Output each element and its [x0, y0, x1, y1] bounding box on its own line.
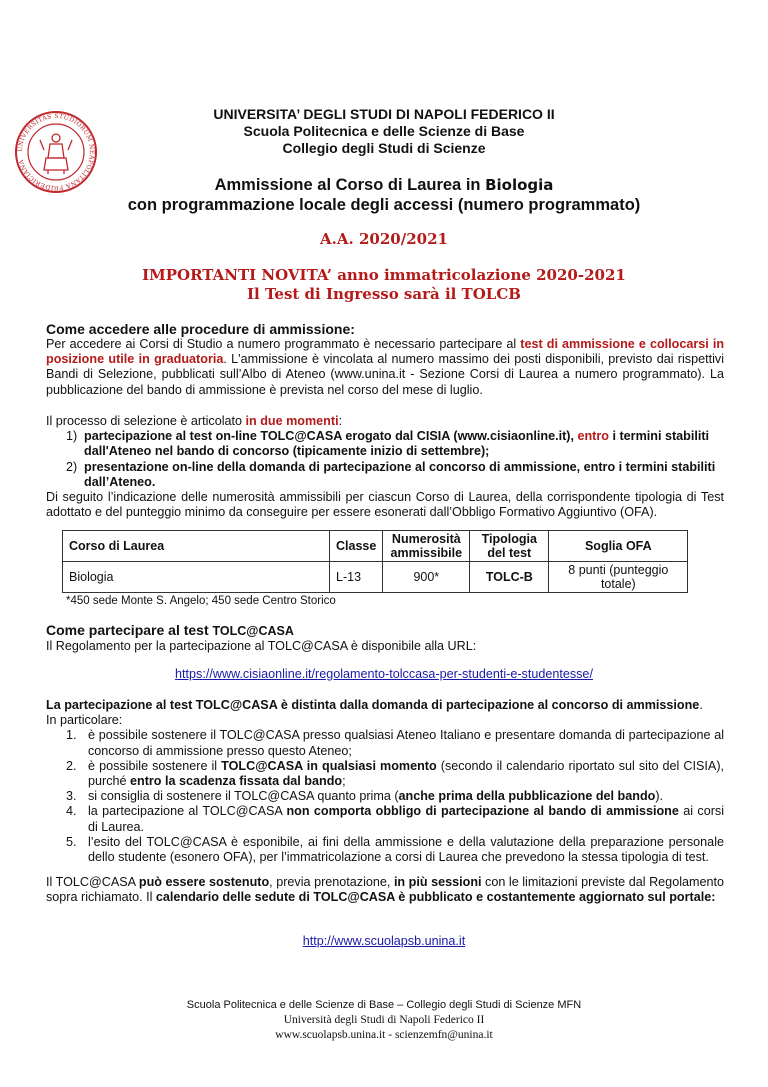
cell-number: 900*: [383, 562, 470, 593]
list-item: [80, 804, 724, 834]
section-participation: [46, 622, 724, 654]
list-item: 1. è possibile sostenere il TOLC@CASA presso qualsiasi Ateneo Italiano e presentare domanda di partecipazione al concorso di ammissione presso questo Ateneo;: [80, 728, 724, 758]
svg-text:UNIVERSITAS STUDIORUM NEAPOLIT: UNIVERSITAS STUDIORUM NEAPOLITANA FRIDERICIANA: [16, 112, 96, 192]
list-item: [80, 759, 724, 789]
cell-test-type: TOLC-B: [470, 562, 549, 593]
text-run: la partecipazione al TOLC@CASA: [88, 804, 287, 819]
table-row: [63, 562, 688, 593]
step-text: presentazione on-line della domanda di partecipazione al concorso di ammissione, entro i termini stabiliti dall’Ateneo.: [84, 459, 716, 489]
text-run: .: [699, 698, 703, 712]
news-line2: Il Test di Ingresso sarà il TOLCB: [247, 285, 521, 303]
section-access-heading: Come accedere alle procedure di ammissione:: [46, 321, 355, 337]
text-run: :: [338, 414, 343, 428]
highlight-text: entro: [577, 429, 609, 444]
text-run: Come partecipare al test: [46, 622, 213, 638]
portal-url-row: [0, 934, 768, 948]
section-access: [46, 321, 724, 398]
step-number: 2): [66, 459, 78, 474]
process-step-1: [46, 429, 724, 459]
admission-title: [0, 175, 768, 215]
title-line1: [0, 175, 768, 195]
regulation-url-row: [0, 667, 768, 681]
text-run: i termini stabiliti dall'Ateneo nel bando di concorso (tipicamente inizio di settembre);: [84, 429, 710, 459]
college-name: Collegio degli Studi di Scienze: [282, 140, 486, 156]
process-step-2: [46, 460, 724, 490]
title-course: Biologia: [485, 176, 554, 194]
text-run: , previa prenotazione,: [269, 875, 394, 889]
regulation-link[interactable]: https://www.cisiaonline.it/regolamento-tolccasa-per-studenti-e-studentesse/: [175, 667, 593, 681]
news-banner: [0, 266, 768, 304]
text-run: TOLC@CASA in qualsiasi momento: [221, 758, 437, 773]
text-run: può essere sostenuto: [138, 875, 270, 889]
text-run: entro la scadenza fissata dal bando: [130, 774, 343, 789]
details-list: [46, 728, 724, 865]
highlight-text: test di ammissione e collocarsi in posizione utile in graduatoria: [46, 337, 725, 367]
text-run: in più sessioni: [393, 875, 482, 889]
title-prefix: Ammissione al Corso di Laurea in: [214, 176, 486, 194]
page-footer: [0, 998, 768, 1043]
footer-line1: Scuola Politecnica e delle Scienze di Base – Collegio degli Studi di Scienze MFN: [186, 999, 582, 1011]
selection-intro: [46, 414, 724, 429]
text-run: ;: [342, 774, 346, 789]
section-participation-heading: [46, 622, 724, 639]
text-run: Per accedere ai Corsi di Studio a numero programmato è necessario partecipare al: [46, 337, 521, 351]
participation-details: [46, 698, 724, 865]
text-run: non comporta obbligo di partecipazione al bando di ammissione: [286, 804, 679, 819]
text-run: è possibile sostenere il: [88, 758, 222, 773]
portal-link[interactable]: http://www.scuolapsb.unina.it: [302, 934, 466, 948]
table-header-row: [63, 531, 688, 562]
distinct-note: [46, 698, 724, 713]
list-item: [80, 789, 724, 804]
ofa-table-wrapper: [62, 530, 688, 607]
text-run: TOLC@CASA: [212, 624, 294, 638]
ofa-table: [62, 530, 688, 593]
table-footnote: *450 sede Monte S. Angelo; 450 sede Centro Storico: [66, 595, 336, 607]
footer-line3: www.scuolapsb.unina.it - scienzemfn@unina.it: [275, 1029, 493, 1041]
text-run: Il TOLC@CASA: [46, 875, 139, 889]
academic-year: A.A. 2020/2021: [320, 230, 448, 248]
in-particular: In particolare:: [46, 713, 123, 728]
news-line1: IMPORTANTI NOVITA’ anno immatricolazione 2020-2021: [142, 266, 626, 284]
footer-line2: Università degli Studi di Napoli Federico II: [283, 1014, 485, 1026]
text-run: calendario delle sedute di TOLC@CASA è pubblicato e costantemente aggiornato sul portale:: [155, 890, 716, 905]
text-run: Il processo di selezione è articolato: [46, 414, 246, 428]
list-item: 5. l’esito del TOLC@CASA è esponibile, ai fini della ammissione e della valutazione della preparazione personale dello studente (esonero OFA), per l’immatricolazione a corsi di Laurea che prevedono la stessa tipologia di test.: [80, 835, 724, 865]
regulation-intro: Il Regolamento per la partecipazione al TOLC@CASA è disponibile alla URL:: [46, 639, 477, 653]
cell-ofa: 8 punti (punteggio totale): [549, 562, 688, 593]
text-run: con le limitazioni previste dal Regolamento sopra richiamato. Il: [46, 875, 724, 905]
text-run: si consiglia di sostenere il TOLC@CASA quanto prima (: [88, 789, 399, 804]
text-run: anche prima della pubblicazione del bando: [398, 789, 656, 804]
col-header-course: Corso di Laurea: [63, 531, 330, 562]
text-run: La partecipazione al test TOLC@CASA è distinta dalla domanda di partecipazione al concorso di ammissione: [46, 698, 700, 712]
text-run: partecipazione al test on-line TOLC@CASA erogato dal CISIA (www.cisiaonline.it),: [84, 429, 578, 444]
highlight-text: in due momenti: [245, 414, 339, 428]
col-header-ofa: Soglia OFA: [549, 531, 688, 562]
col-header-number: Numerosità ammissibile: [383, 531, 470, 562]
title-line2: con programmazione locale degli accessi (numero programmato): [127, 196, 641, 214]
col-header-class: Classe: [330, 531, 383, 562]
university-name: UNIVERSITA’ DEGLI STUDI DI NAPOLI FEDERICO II: [213, 106, 555, 122]
cell-course: Biologia: [63, 562, 330, 593]
calendar-paragraph: [46, 875, 724, 905]
access-paragraph: [46, 337, 724, 398]
col-header-test-type: Tipologia del test: [470, 531, 549, 562]
header-block: [0, 106, 768, 157]
ofa-intro: Di seguito l’indicazione delle numerosità ammissibili per ciascun Corso di Laurea, della corrispondente tipologia di Test adottato e del punteggio minimo da conseguire per essere esonerati dall’Obbligo Formativo Aggiuntivo (OFA).: [46, 490, 724, 520]
text-run: ).: [655, 789, 664, 804]
text-run: . L'ammissione è vincolata al numero massimo dei posti disponibili, previsto dai rispettivi Bandi di Selezione, pubblicati sull’Albo di Ateneo (www.unina.it - Sezione Corsi di Laurea a numero programmato). La pubblicazione del bando di ammissione è prevista nel corso del mese di luglio.: [46, 352, 724, 397]
school-name: Scuola Politecnica e delle Scienze di Base: [243, 123, 525, 139]
step-text: [84, 429, 724, 459]
step-number: 1): [66, 429, 78, 444]
text-run: (secondo il calendario riportato sul sito del CISIA), purché: [88, 758, 725, 789]
selection-process: [46, 414, 724, 520]
cell-class: L-13: [330, 562, 383, 593]
text-run: ai corsi di Laurea.: [88, 804, 724, 834]
